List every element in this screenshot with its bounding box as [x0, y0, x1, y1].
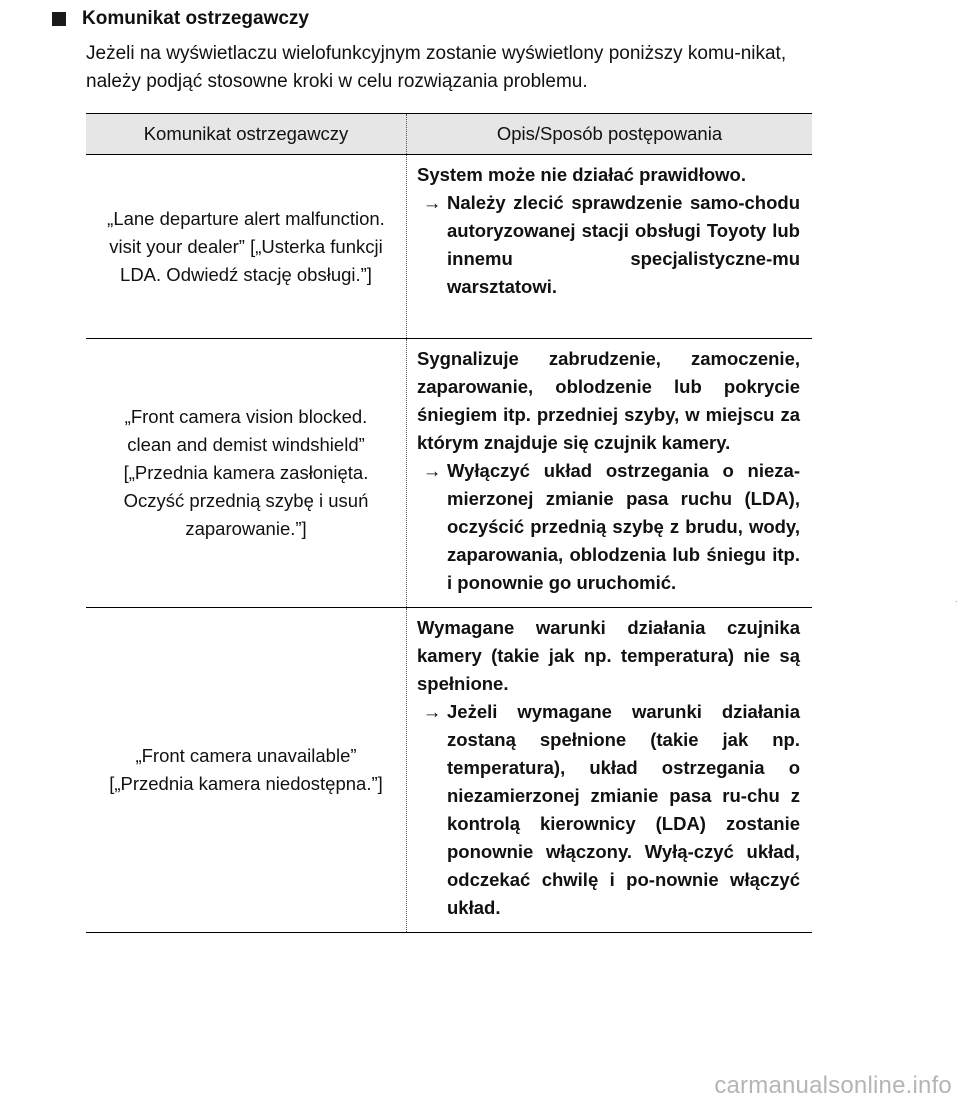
watermark-text: carmanualsonline.info	[714, 1072, 952, 1099]
section-heading	[52, 8, 309, 30]
description-cell	[407, 155, 813, 339]
arrow-right-icon: →	[422, 460, 442, 481]
cause-text: Wymagane warunki działania czujnika kamery (takie jak np. temperatura) nie są spełnione.	[417, 617, 800, 694]
message-cell: „Front camera vision blocked. clean and demist windshield” [„Przednia kamera zasłonięta. Oczyść przednią szybę i usuń zaparowanie.”]	[86, 339, 407, 608]
action-instructions: Wyłączyć układ ostrzegania o nieza-mierzonej zmianie pasa ruchu (LDA), oczyścić przednią szybę z brudu, wody, zaparowania, oblodzenia lub śniegu itp. i ponownie go uruchomić.	[447, 460, 800, 593]
margin-mark: ·	[954, 596, 958, 607]
cause-text: Sygnalizuje zabrudzenie, zamoczenie, zaparowanie, oblodzenie lub pokrycie śniegiem itp. przedniej szyby, w miejscu za którym znajduje się czujnik kamery.	[417, 348, 800, 453]
table-header-row	[86, 114, 812, 155]
message-cell: „Lane departure alert malfunction. visit your dealer” [„Usterka funkcji LDA. Odwiedź stację obsługi.”]	[86, 155, 407, 339]
table-row	[86, 339, 812, 608]
action-instructions: Jeżeli wymagane warunki działania zostaną spełnione (takie jak np. temperatura), układ ostrzegania o niezamierzonej zmianie pasa ru-chu z kontrolą kierownicy (LDA) zostanie ponownie włączony. Wyłą-czyć układ, odczekać chwilę i po-nownie włączyć układ.	[447, 701, 800, 918]
warning-messages-table	[86, 113, 812, 933]
arrow-right-icon: →	[422, 192, 442, 213]
cause-text: System może nie działać prawidłowo.	[417, 164, 746, 185]
table-row	[86, 608, 812, 933]
action-text	[417, 189, 800, 301]
description-cell	[407, 608, 813, 933]
table-row	[86, 155, 812, 339]
intro-paragraph: Jeżeli na wyświetlaczu wielofunkcyjnym zostanie wyświetlony poniższy komu-nikat, należy podjąć stosowne kroki w celu rozwiązania problemu.	[86, 43, 787, 92]
arrow-right-icon: →	[422, 701, 442, 722]
action-instructions: Należy zlecić sprawdzenie samo-chodu autoryzowanej stacji obsługi Toyoty lub innemu specjalistyczne-mu warsztatowi.	[447, 192, 800, 297]
message-cell: „Front camera unavailable” [„Przednia kamera niedostępna.”]	[86, 608, 407, 933]
action-text	[417, 698, 800, 922]
action-text	[417, 457, 800, 597]
header-action: Opis/Sposób postępowania	[407, 114, 813, 155]
header-message: Komunikat ostrzegawczy	[86, 114, 407, 155]
square-bullet-icon	[52, 12, 66, 26]
description-cell	[407, 339, 813, 608]
section-heading-text: Komunikat ostrzegawczy	[82, 8, 309, 29]
